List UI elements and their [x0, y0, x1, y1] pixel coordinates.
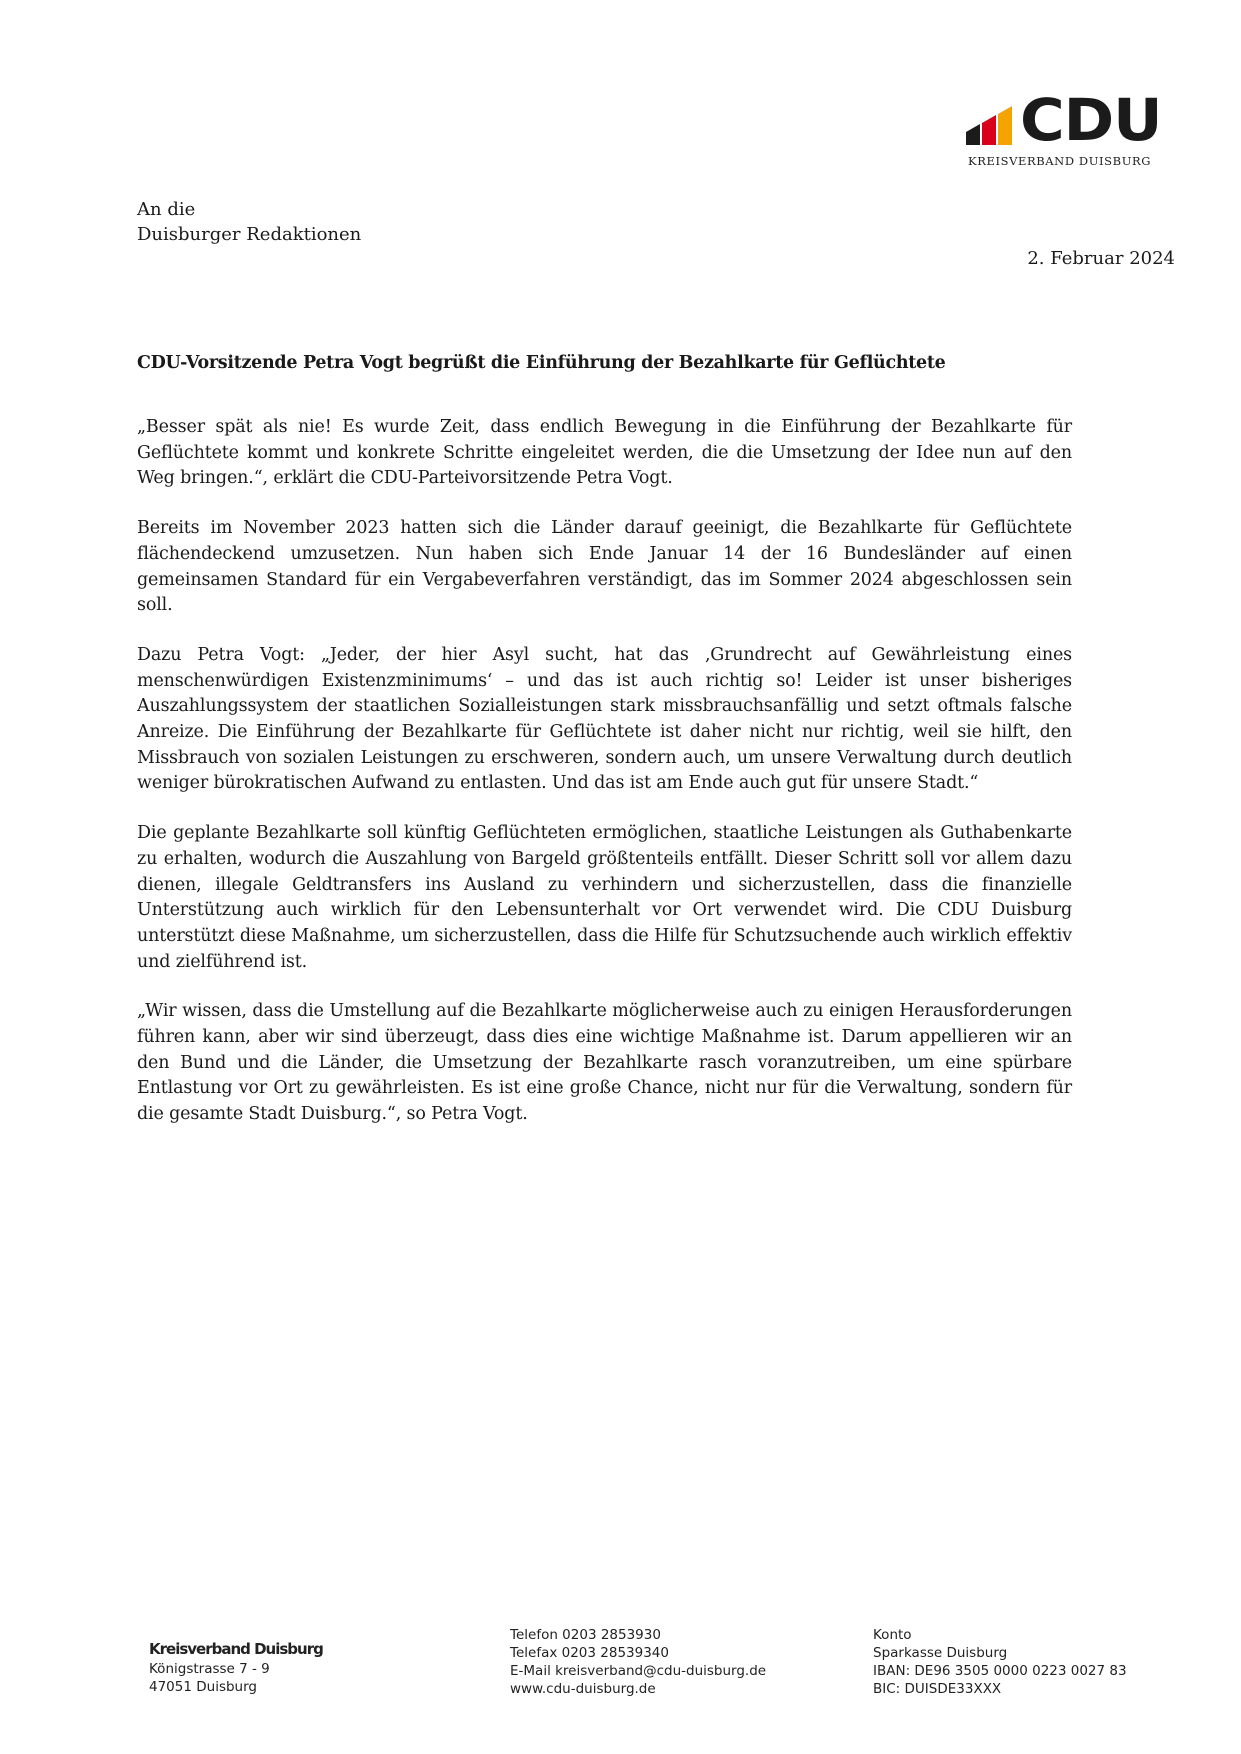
body-paragraph: Bereits im November 2023 hatten sich die Länder darauf geeinigt, die Bezahlkarte für Geflüchtete flächendeckend umzusetzen. Nun haben sich Ende Januar 14 der 16 Bundesländer auf einen gemeinsamen Standard für ein Vergabeverfahren verständigt, das im Sommer 2024 abgeschlossen sein soll.	[137, 518, 1072, 616]
footer-email: E-Mail kreisverband@cdu-duisburg.de	[510, 1663, 767, 1679]
body-paragraph: „Wir wissen, dass die Umstellung auf die Bezahlkarte möglicherweise auch zu einigen Herausforderungen führen kann, aber wir sind überzeugt, dass dies eine wichtige Maßnahme ist. Darum appellieren wir an den Bund und die Länder, die Umsetzung der Bezahlkarte rasch voranzutreiben, um eine spürbare Entlastung vor Ort zu gewährleisten. Es ist eine große Chance, nicht nur für die Verwaltung, sondern für die gesamte Stadt Duisburg.“, so Petra Vogt.	[137, 1001, 1072, 1125]
press-headline: CDU-Vorsitzende Petra Vogt begrüßt die Einführung der Bezahlkarte für Geflüchtete	[137, 353, 946, 373]
footer-org-name: Kreisverband Duisburg	[149, 1640, 323, 1658]
footer-contact	[510, 1626, 766, 1698]
body-paragraph: „Besser spät als nie! Es wurde Zeit, dass endlich Bewegung in die Einführung der Bezahlkarte für Geflüchtete kommt und konkrete Schritte eingeleitet werden, die die Umsetzung der Idee nun auf den Weg bringen.“, erklärt die CDU-Parteivorsitzende Petra Vogt.	[137, 417, 1072, 489]
logo-bar-gold	[998, 106, 1012, 145]
footer-bank-name: Sparkasse Duisburg	[873, 1645, 1008, 1661]
recipient-line: An die	[137, 199, 196, 220]
footer-city: 47051 Duisburg	[149, 1679, 257, 1695]
logo-wordmark: CDU	[1020, 86, 1162, 154]
logo-bar-red	[982, 115, 996, 145]
footer-fax: Telefax 0203 28539340	[510, 1645, 669, 1661]
footer-website: www.cdu-duisburg.de	[510, 1681, 656, 1697]
footer-bank	[873, 1626, 1127, 1698]
footer-street: Königstrasse 7 - 9	[149, 1661, 270, 1677]
recipient-block	[137, 197, 361, 247]
recipient-line: Duisburger Redaktionen	[137, 224, 362, 245]
letter-date: 2. Februar 2024	[1027, 248, 1175, 269]
footer-phone: Telefon 0203 2853930	[510, 1627, 661, 1643]
footer-iban: IBAN: DE96 3505 0000 0223 0027 83	[873, 1663, 1127, 1679]
cdu-logo	[966, 86, 1186, 170]
body-paragraph: Dazu Petra Vogt: „Jeder, der hier Asyl sucht, hat das ‚Grundrecht auf Gewährleistung eines menschenwürdigen Existenzminimums‘ – und das ist auch richtig so! Leider ist unser bisheriges Auszahlungssystem der staatlichen Sozialleistungen stark missbrauchsanfällig und setzt oftmals falsche Anreize. Die Einführung der Bezahlkarte für Geflüchtete ist daher nicht nur richtig, weil sie hilft, den Missbrauch von sozialen Leistungen zu erschweren, sondern auch, um unsere Verwaltung durch deutlich weniger bürokratischen Aufwand zu entlasten. Und das ist am Ende auch gut für unsere Stadt.“	[137, 644, 1072, 794]
body-paragraph: Die geplante Bezahlkarte soll künftig Geflüchteten ermöglichen, staatliche Leistungen als Guthabenkarte zu erhalten, wodurch die Auszahlung von Bargeld größtenteils entfällt. Dieser Schritt soll vor allem dazu dienen, illegale Geldtransfers ins Ausland zu verhindern und sicherzustellen, dass die finanzielle Unterstützung auch wirklich für den Lebensunterhalt vor Ort verwendet wird. Die CDU Duisburg unterstützt diese Maßnahme, um sicherzustellen, dass die Hilfe für Schutzsuchende auch wirklich effektiv und zielführend ist.	[137, 823, 1072, 972]
press-body	[137, 415, 1072, 1152]
footer-bic: BIC: DUISDE33XXX	[873, 1681, 1002, 1697]
logo-bar-black	[966, 124, 980, 145]
footer-address	[149, 1640, 323, 1696]
footer-bank-heading: Konto	[873, 1627, 912, 1643]
logo-subtitle: KREISVERBAND DUISBURG	[968, 154, 1152, 168]
